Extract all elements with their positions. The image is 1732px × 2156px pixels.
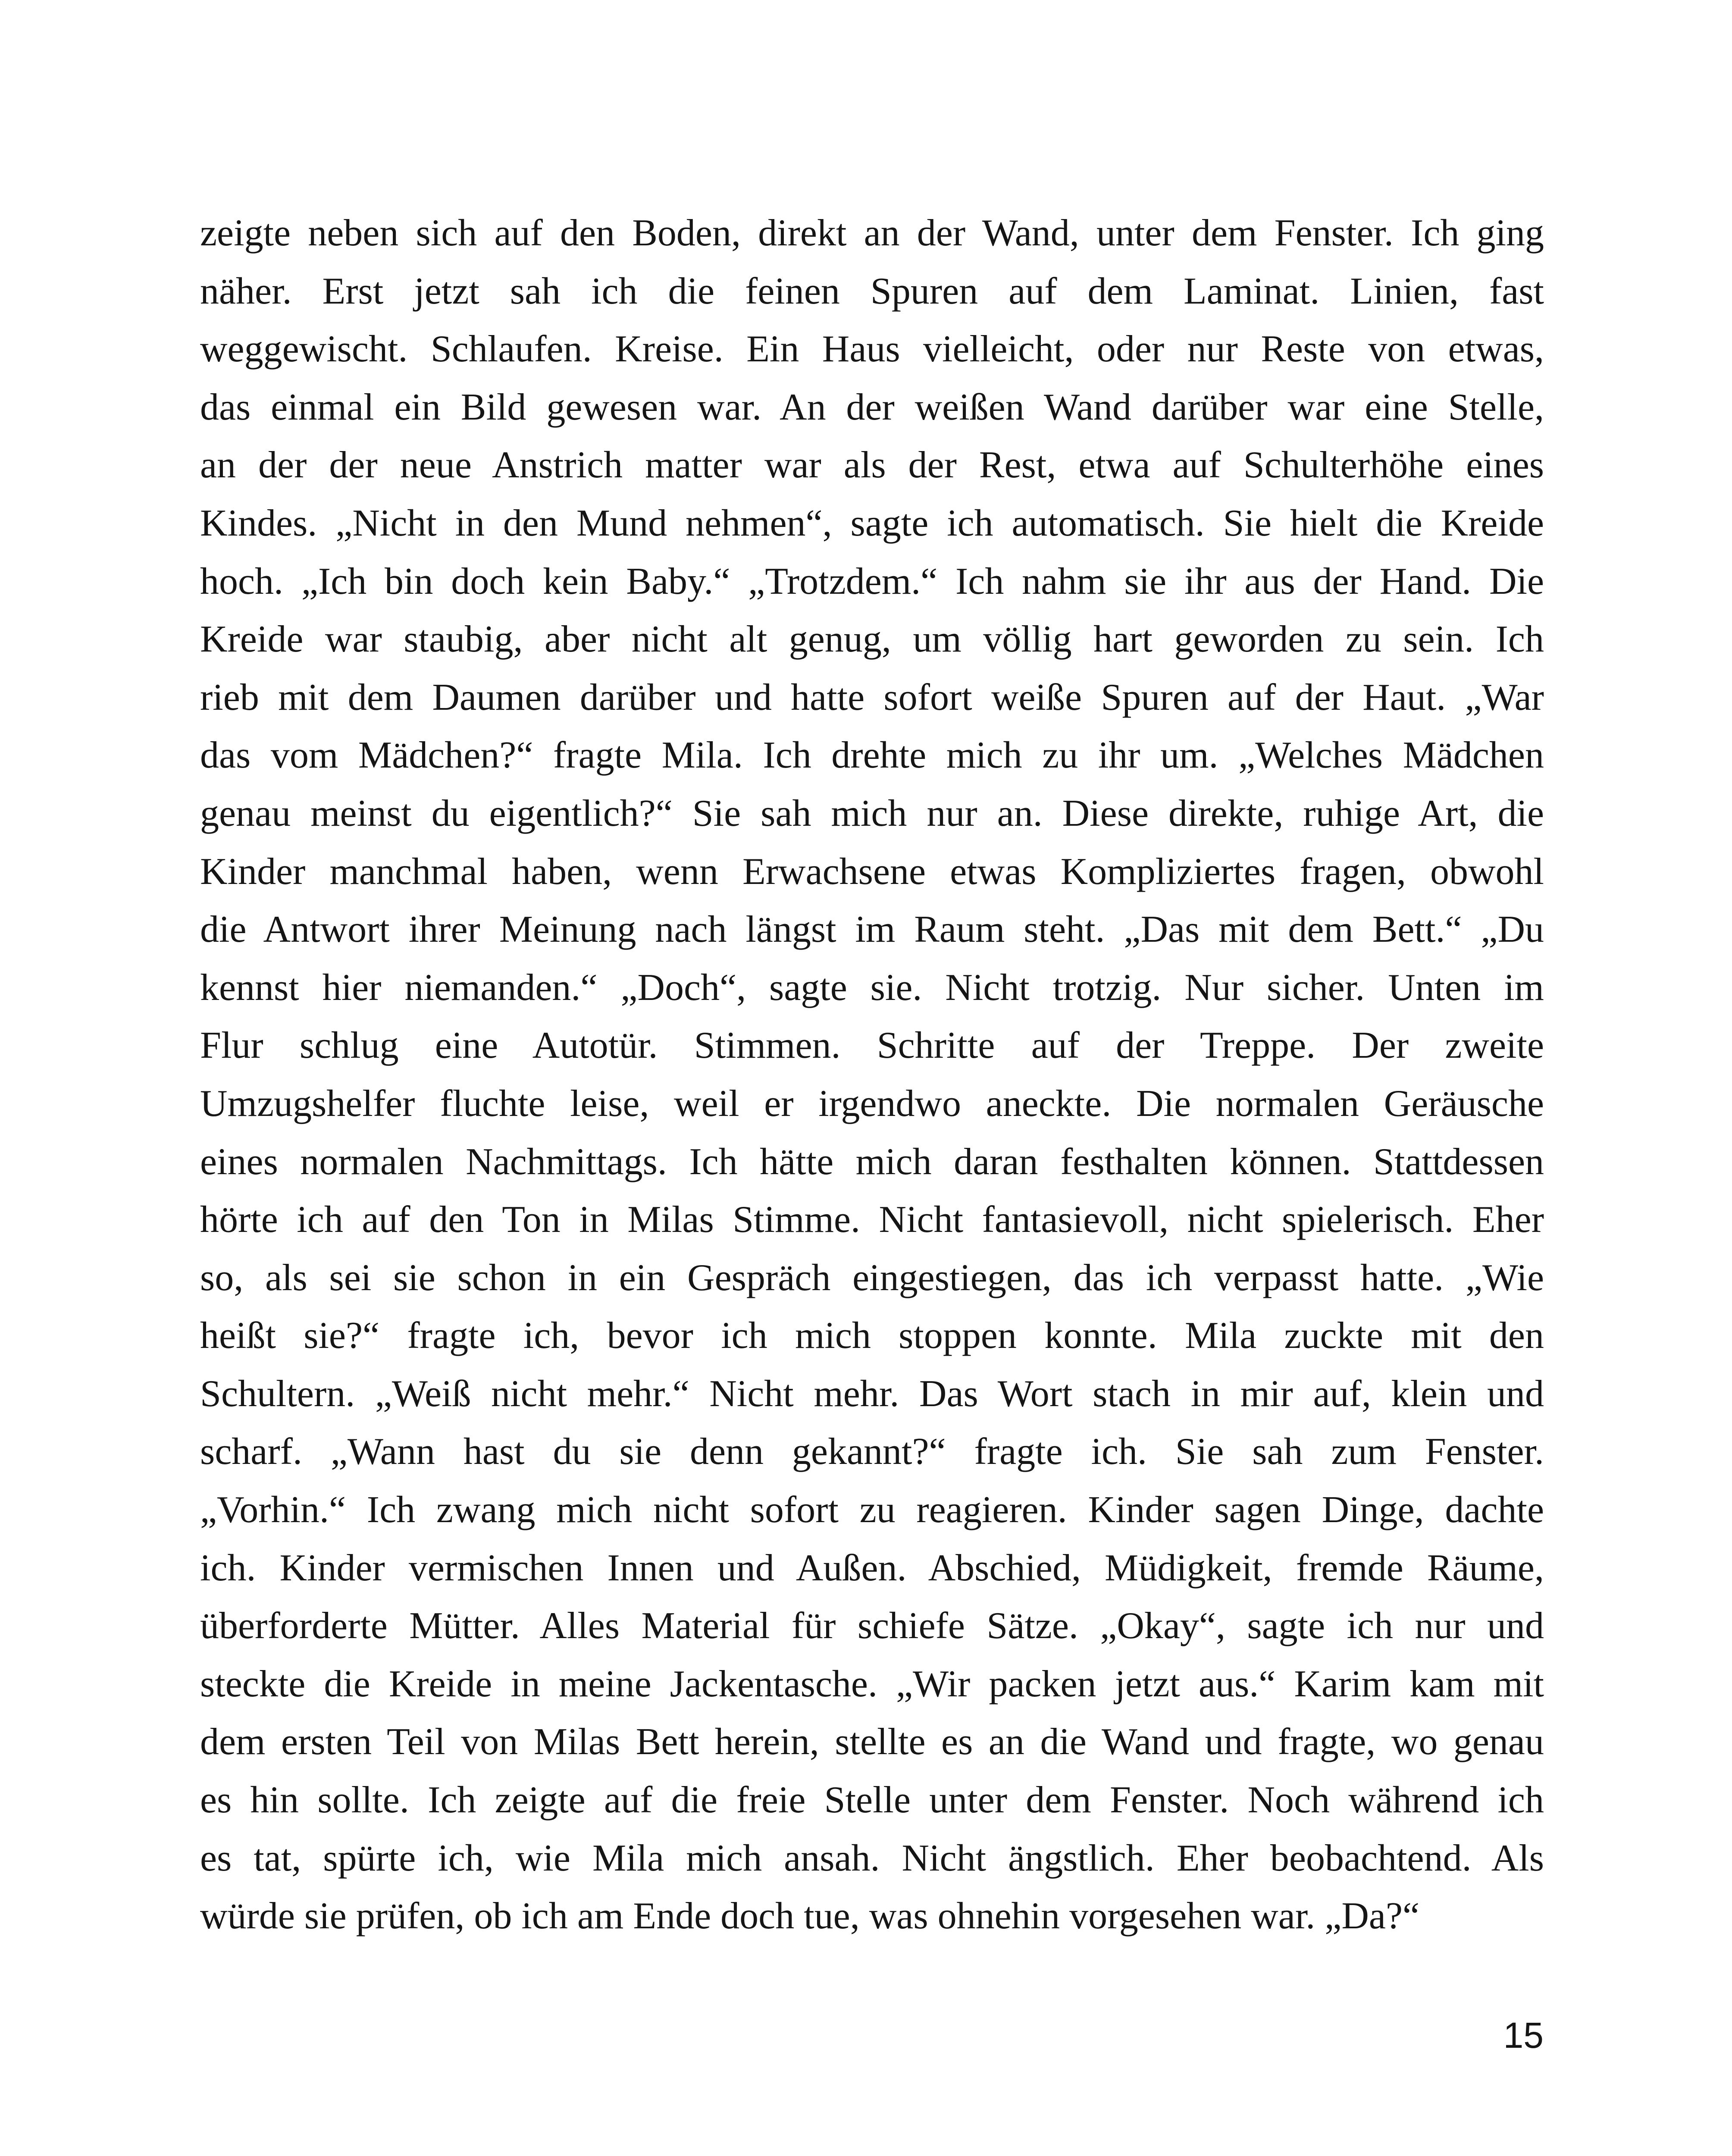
text-line: weggewischt. Schlaufen. Kreise. Ein Haus vielleicht, oder nur Reste von etwas, — [200, 328, 1544, 370]
text-line: Umzugshelfer fluchte leise, weil er irgendwo aneckte. Die normalen Geräusche — [200, 1082, 1544, 1125]
text-line: genau meinst du eigentlich?“ Sie sah mich nur an. Diese direkte, ruhige Art, die — [200, 792, 1544, 834]
text-line: eines normalen Nachmittags. Ich hätte mich daran festhalten können. Stattdessen — [200, 1141, 1544, 1183]
text-line: würde sie prüfen, ob ich am Ende doch tue, was ohnehin vorgesehen war. „Da?“ — [200, 1895, 1420, 1937]
text-line: dem ersten Teil von Milas Bett herein, stellte es an die Wand und fragte, wo genau — [200, 1721, 1544, 1763]
text-line: kennst hier niemanden.“ „Doch“, sagte sie. Nicht trotzig. Nur sicher. Unten im — [200, 966, 1544, 1009]
text-line: es tat, spürte ich, wie Mila mich ansah. Nicht ängstlich. Eher beobachtend. Als — [200, 1837, 1544, 1879]
page-number: 15 — [1503, 2015, 1544, 2056]
text-line: an der der neue Anstrich matter war als der Rest, etwa auf Schulterhöhe eines — [200, 444, 1544, 486]
text-line: „Vorhin.“ Ich zwang mich nicht sofort zu reagieren. Kinder sagen Dinge, dachte — [200, 1489, 1544, 1531]
text-line: steckte die Kreide in meine Jackentasche. „Wir packen jetzt aus.“ Karim kam mit — [200, 1663, 1544, 1705]
body-text — [200, 204, 1544, 1946]
text-line: zeigte neben sich auf den Boden, direkt an der Wand, unter dem Fenster. Ich ging — [200, 212, 1544, 254]
text-line: hörte ich auf den Ton in Milas Stimme. Nicht fantasievoll, nicht spielerisch. Eher — [200, 1199, 1544, 1241]
text-line: Kreide war staubig, aber nicht alt genug, um völlig hart geworden zu sein. Ich — [200, 618, 1544, 661]
text-line: es hin sollte. Ich zeigte auf die freie Stelle unter dem Fenster. Noch während ich — [200, 1779, 1544, 1821]
text-line: hoch. „Ich bin doch kein Baby.“ „Trotzdem.“ Ich nahm sie ihr aus der Hand. Die — [200, 560, 1544, 602]
text-line: Schultern. „Weiß nicht mehr.“ Nicht mehr. Das Wort stach in mir auf, klein und — [200, 1373, 1544, 1415]
text-line: heißt sie?“ fragte ich, bevor ich mich stoppen konnte. Mila zuckte mit den — [200, 1315, 1544, 1357]
text-line: die Antwort ihrer Meinung nach längst im Raum steht. „Das mit dem Bett.“ „Du — [200, 909, 1544, 951]
text-line: ich. Kinder vermischen Innen und Außen. Abschied, Müdigkeit, fremde Räume, — [200, 1547, 1544, 1589]
text-line: das vom Mädchen?“ fragte Mila. Ich drehte mich zu ihr um. „Welches Mädchen — [200, 734, 1544, 777]
text-line: scharf. „Wann hast du sie denn gekannt?“ fragte ich. Sie sah zum Fenster. — [200, 1431, 1544, 1473]
text-line: das einmal ein Bild gewesen war. An der weißen Wand darüber war eine Stelle, — [200, 386, 1544, 428]
text-line: näher. Erst jetzt sah ich die feinen Spuren auf dem Laminat. Linien, fast — [200, 270, 1544, 312]
text-line: Kindes. „Nicht in den Mund nehmen“, sagte ich automatisch. Sie hielt die Kreide — [200, 502, 1544, 544]
text-line: Flur schlug eine Autotür. Stimmen. Schritte auf der Treppe. Der zweite — [200, 1025, 1544, 1067]
text-line: überforderte Mütter. Alles Material für schiefe Sätze. „Okay“, sagte ich nur und — [200, 1605, 1544, 1647]
text-line: Kinder manchmal haben, wenn Erwachsene etwas Kompliziertes fragen, obwohl — [200, 850, 1544, 893]
text-line: rieb mit dem Daumen darüber und hatte sofort weiße Spuren auf der Haut. „War — [200, 676, 1544, 718]
text-line: so, als sei sie schon in ein Gespräch eingestiegen, das ich verpasst hatte. „Wie — [200, 1257, 1544, 1299]
